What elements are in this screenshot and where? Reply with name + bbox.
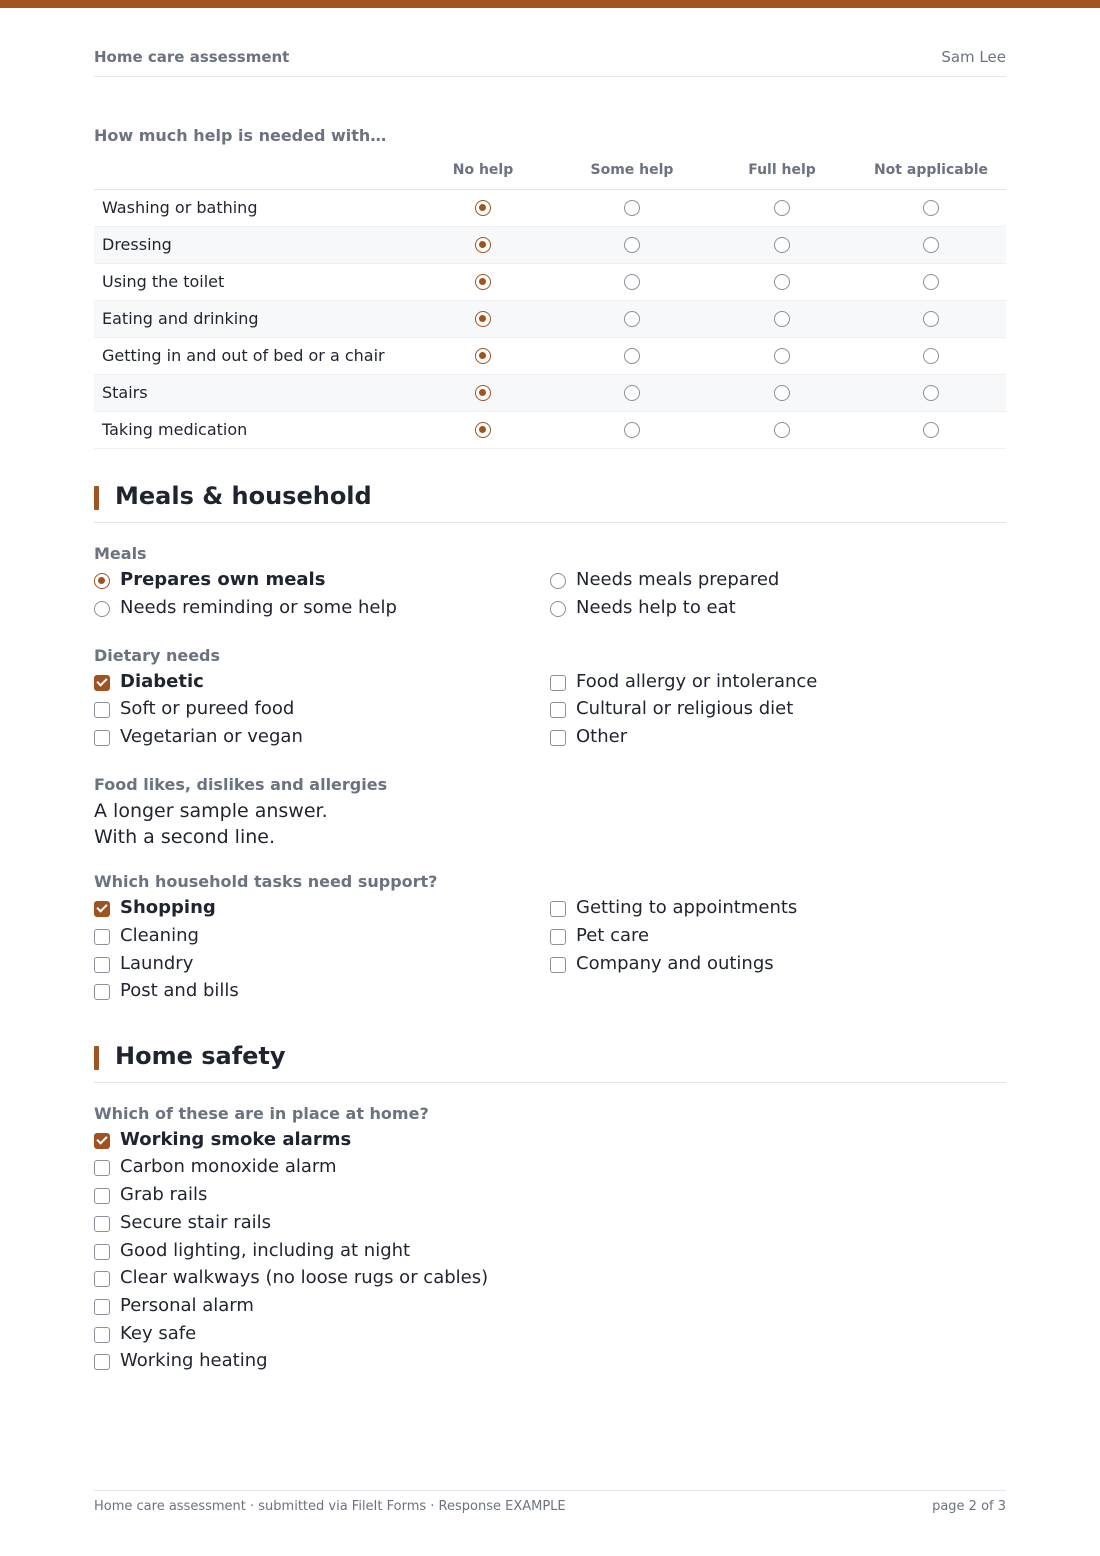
checkbox-empty-icon xyxy=(94,1354,110,1370)
option-label: Company and outings xyxy=(576,953,774,974)
meals-label: Meals xyxy=(94,544,147,563)
radio-no-help-selected-icon[interactable] xyxy=(475,274,491,290)
option-label: Personal alarm xyxy=(120,1295,254,1316)
food-notes-label: Food likes, dislikes and allergies xyxy=(94,775,388,794)
option-label: Cleaning xyxy=(120,925,199,946)
checkbox-empty-icon xyxy=(550,929,566,945)
option-label: Good lighting, including at night xyxy=(120,1240,411,1261)
grid-cell-full-help[interactable] xyxy=(774,274,790,290)
option-label: Clear walkways (no loose rugs or cables) xyxy=(120,1267,489,1288)
option-label: Working heating xyxy=(120,1350,268,1371)
row-label: Eating and drinking xyxy=(102,309,259,328)
grid-cell-some-help[interactable] xyxy=(624,237,640,253)
option-label: Other xyxy=(576,726,628,747)
checkbox-empty-icon xyxy=(94,1244,110,1260)
row-label: Using the toilet xyxy=(102,272,225,291)
help-grid xyxy=(94,152,1006,449)
row-label: Getting in and out of bed or a chair xyxy=(102,346,385,365)
radio-not-applicable-icon[interactable] xyxy=(923,348,939,364)
checkbox-empty-icon xyxy=(94,1216,110,1232)
section-title: Meals & household xyxy=(115,482,372,510)
radio-not-applicable-icon[interactable] xyxy=(923,311,939,327)
radio-full-help-icon[interactable] xyxy=(774,422,790,438)
checkbox-empty-icon xyxy=(550,957,566,973)
help-grid-row xyxy=(94,338,1006,375)
option-label: Prepares own meals xyxy=(120,569,326,590)
option-label: Getting to appointments xyxy=(576,897,798,918)
option-label: Needs reminding or some help xyxy=(120,597,397,618)
option-label: Secure stair rails xyxy=(120,1212,272,1233)
checkbox-empty-icon xyxy=(94,1299,110,1315)
respondent-name: Sam Lee xyxy=(941,48,1006,66)
grid-cell-full-help[interactable] xyxy=(774,237,790,253)
radio-not-applicable-icon[interactable] xyxy=(923,385,939,401)
checkbox-empty-icon xyxy=(94,1160,110,1176)
checkbox-empty-icon xyxy=(94,929,110,945)
column-some-help: Some help xyxy=(590,162,674,178)
footer-info: Home care assessment · submitted via FileIt Forms · Response EXAMPLE xyxy=(94,1499,566,1514)
help-grid-row xyxy=(94,264,1006,301)
option-label: Pet care xyxy=(576,925,650,946)
radio-selected-icon xyxy=(94,573,110,589)
section-home-safety xyxy=(94,1042,1006,1083)
radio-some-help-icon[interactable] xyxy=(624,237,640,253)
grid-cell-some-help[interactable] xyxy=(624,422,640,438)
grid-cell-full-help[interactable] xyxy=(774,348,790,364)
grid-cell-some-help[interactable] xyxy=(624,385,640,401)
grid-cell-not-applicable[interactable] xyxy=(923,422,939,438)
grid-cell-full-help[interactable] xyxy=(774,200,790,216)
radio-full-help-icon[interactable] xyxy=(774,348,790,364)
radio-full-help-icon[interactable] xyxy=(774,274,790,290)
checkbox-checked-icon xyxy=(94,901,110,917)
grid-cell-some-help[interactable] xyxy=(624,200,640,216)
radio-full-help-icon[interactable] xyxy=(774,311,790,327)
dietary-label: Dietary needs xyxy=(94,646,221,665)
option-label: Key safe xyxy=(120,1323,197,1344)
radio-not-applicable-icon[interactable] xyxy=(923,237,939,253)
grid-cell-no-help[interactable] xyxy=(475,385,491,401)
grid-cell-no-help[interactable] xyxy=(475,348,491,364)
page-footer xyxy=(94,1490,1006,1531)
radio-some-help-icon[interactable] xyxy=(624,311,640,327)
option-label: Cultural or religious diet xyxy=(576,698,794,719)
grid-cell-not-applicable[interactable] xyxy=(923,348,939,364)
tasks-label: Which household tasks need support? xyxy=(94,872,438,891)
section-marker xyxy=(94,1046,99,1070)
section-title: Home safety xyxy=(115,1042,286,1070)
help-grid-row xyxy=(94,301,1006,338)
radio-not-applicable-icon[interactable] xyxy=(923,422,939,438)
radio-some-help-icon[interactable] xyxy=(624,348,640,364)
option-label: Soft or pureed food xyxy=(120,698,295,719)
option-label: Diabetic xyxy=(120,671,204,692)
checkbox-empty-icon xyxy=(550,675,566,691)
radio-no-help-selected-icon[interactable] xyxy=(475,385,491,401)
grid-cell-no-help[interactable] xyxy=(475,311,491,327)
checkbox-empty-icon xyxy=(550,702,566,718)
row-label: Dressing xyxy=(102,235,172,254)
grid-cell-some-help[interactable] xyxy=(624,311,640,327)
radio-empty-icon xyxy=(94,601,110,617)
option-label: Needs meals prepared xyxy=(576,569,780,590)
checkbox-checked-icon xyxy=(94,1133,110,1149)
safety-question-label: Which of these are in place at home? xyxy=(94,1104,429,1123)
checkbox-empty-icon xyxy=(94,957,110,973)
grid-cell-not-applicable[interactable] xyxy=(923,311,939,327)
radio-not-applicable-icon[interactable] xyxy=(923,200,939,216)
option-label: Vegetarian or vegan xyxy=(120,726,303,747)
answer-line: With a second line. xyxy=(94,826,275,848)
option-label: Shopping xyxy=(120,897,216,918)
row-label: Stairs xyxy=(102,383,148,402)
radio-empty-icon xyxy=(550,601,566,617)
grid-cell-full-help[interactable] xyxy=(774,385,790,401)
checkbox-empty-icon xyxy=(94,1271,110,1287)
option-label: Food allergy or intolerance xyxy=(576,671,818,692)
option-label: Post and bills xyxy=(120,980,239,1001)
row-label: Washing or bathing xyxy=(102,198,258,217)
radio-some-help-icon[interactable] xyxy=(624,200,640,216)
grid-cell-no-help[interactable] xyxy=(475,200,491,216)
radio-no-help-selected-icon[interactable] xyxy=(475,200,491,216)
row-label: Taking medication xyxy=(102,420,248,439)
grid-cell-not-applicable[interactable] xyxy=(923,385,939,401)
section-marker xyxy=(94,486,99,510)
checkbox-empty-icon xyxy=(94,984,110,1000)
help-grid-row xyxy=(94,227,1006,264)
radio-not-applicable-icon[interactable] xyxy=(923,274,939,290)
radio-full-help-icon[interactable] xyxy=(774,200,790,216)
radio-no-help-selected-icon[interactable] xyxy=(475,422,491,438)
help-grid-row xyxy=(94,375,1006,412)
grid-cell-some-help[interactable] xyxy=(624,348,640,364)
help-grid-row xyxy=(94,412,1006,449)
checkbox-empty-icon xyxy=(94,702,110,718)
grid-cell-some-help[interactable] xyxy=(624,274,640,290)
grid-cell-no-help[interactable] xyxy=(475,422,491,438)
top-accent-bar xyxy=(0,0,1100,8)
help-grid-row xyxy=(94,190,1006,227)
option-label: Carbon monoxide alarm xyxy=(120,1156,337,1177)
option-label: Needs help to eat xyxy=(576,597,736,618)
radio-full-help-icon[interactable] xyxy=(774,237,790,253)
checkbox-empty-icon xyxy=(94,1327,110,1343)
document-title: Home care assessment xyxy=(94,48,290,66)
page-header xyxy=(94,48,1006,77)
answer-line: A longer sample answer. xyxy=(94,800,328,822)
grid-cell-not-applicable[interactable] xyxy=(923,274,939,290)
column-not-applicable: Not applicable xyxy=(873,162,989,178)
column-full-help: Full help xyxy=(748,162,816,178)
radio-some-help-icon[interactable] xyxy=(624,385,640,401)
checkbox-empty-icon xyxy=(94,730,110,746)
grid-cell-full-help[interactable] xyxy=(774,311,790,327)
help-grid-question: How much help is needed with… xyxy=(94,126,387,145)
grid-cell-full-help[interactable] xyxy=(774,422,790,438)
grid-cell-not-applicable[interactable] xyxy=(923,200,939,216)
column-no-help: No help xyxy=(452,162,514,178)
checkbox-empty-icon xyxy=(550,901,566,917)
page-number: page 2 of 3 xyxy=(932,1499,1006,1514)
radio-no-help-selected-icon[interactable] xyxy=(475,237,491,253)
radio-no-help-selected-icon[interactable] xyxy=(475,348,491,364)
checkbox-empty-icon xyxy=(550,730,566,746)
radio-full-help-icon[interactable] xyxy=(774,385,790,401)
help-grid-header xyxy=(94,152,1006,190)
option-label: Working smoke alarms xyxy=(120,1129,352,1150)
checkbox-checked-icon xyxy=(94,675,110,691)
food-notes-answer xyxy=(94,798,328,850)
section-meals-household xyxy=(94,482,1006,523)
grid-cell-no-help[interactable] xyxy=(475,237,491,253)
grid-cell-not-applicable[interactable] xyxy=(923,237,939,253)
help-grid-rows xyxy=(94,190,1006,449)
grid-cell-no-help[interactable] xyxy=(475,274,491,290)
radio-some-help-icon[interactable] xyxy=(624,274,640,290)
checkbox-empty-icon xyxy=(94,1188,110,1204)
option-label: Grab rails xyxy=(120,1184,208,1205)
radio-no-help-selected-icon[interactable] xyxy=(475,311,491,327)
radio-some-help-icon[interactable] xyxy=(624,422,640,438)
option-label: Laundry xyxy=(120,953,194,974)
radio-empty-icon xyxy=(550,573,566,589)
